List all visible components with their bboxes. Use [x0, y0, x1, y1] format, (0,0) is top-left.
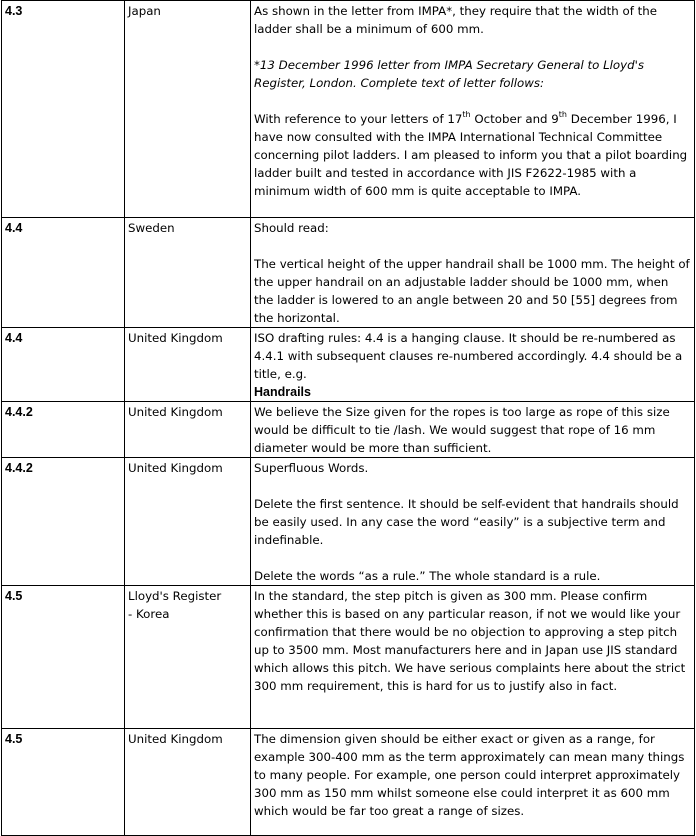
footnote-text: *13 December 1996 letter from IMPA Secretary General to Lloyd's Register, London. Complete text of letter follows:	[254, 58, 644, 90]
comment-text: ISO drafting rules: 4.4 is a hanging clause. It should be re-numbered as 4.4.1 with subsequent clauses re-numbered accordingly. 4.4 should be a title, e.g.	[254, 331, 683, 381]
clause-number: 4.4	[5, 331, 23, 345]
clause-number: 4.4.2	[5, 405, 33, 419]
clause-number: 4.4.2	[5, 461, 33, 475]
clause-number: 4.3	[5, 4, 23, 18]
comment-text: The dimension given should be either exact or given as a range, for example 300-400 mm as the term approximately can mean many things to many people. For example, one person could interpret approximately 300 mm as 150 mm whilst someone else could interpret it as 600 mm which would be far too great a range of sizes.	[254, 732, 685, 818]
clause-number: 4.4	[5, 221, 23, 235]
country-name: United Kingdom	[128, 461, 223, 475]
comment-text: Delete the first sentence. It should be self-evident that handrails should be easily used. In any case the word “easily” is a subjective term and indefinable.	[254, 497, 679, 547]
country-cell	[125, 729, 251, 836]
comment-text: Delete the words “as a rule.” The whole standard is a rule.	[254, 569, 601, 583]
table-row	[2, 586, 695, 729]
comment-text: Should read:	[254, 221, 329, 235]
suggested-title: Handrails	[254, 385, 311, 399]
comment-cell	[251, 458, 695, 586]
comment-text: In the standard, the step pitch is given as 300 mm. Please confirm whether this is based on any particular reason, if not we would like your confirmation that there would be no objection to approving a step pitch up to 3500 mm. Most manufacturers here and in Japan use JIS standard which allows this pitch. We have serious complaints here about the strict 300 mm requirement, this is hard for us to justify also in fact.	[254, 589, 686, 693]
country-name: United Kingdom	[128, 732, 223, 746]
table-row	[2, 729, 695, 836]
comment-cell	[251, 729, 695, 836]
country-cell	[125, 218, 251, 328]
clause-cell	[2, 586, 125, 729]
table-row	[2, 328, 695, 402]
country-cell	[125, 458, 251, 586]
comment-cell	[251, 218, 695, 328]
country-name: United Kingdom	[128, 331, 223, 345]
country-name: United Kingdom	[128, 405, 223, 419]
comment-cell	[251, 1, 695, 218]
comment-cell	[251, 586, 695, 729]
country-name: Japan	[128, 4, 161, 18]
country-cell	[125, 1, 251, 218]
comment-cell	[251, 328, 695, 402]
country-cell	[125, 586, 251, 729]
table-row	[2, 1, 695, 218]
comment-cell	[251, 402, 695, 458]
clause-cell	[2, 328, 125, 402]
country-cell	[125, 402, 251, 458]
table-row	[2, 458, 695, 586]
table-row	[2, 402, 695, 458]
clause-cell	[2, 402, 125, 458]
comments-table	[1, 0, 695, 836]
comment-text: Superfluous Words.	[254, 461, 369, 475]
table-row	[2, 218, 695, 328]
clause-number: 4.5	[5, 732, 23, 746]
clause-cell	[2, 729, 125, 836]
clause-cell	[2, 1, 125, 218]
clause-number: 4.5	[5, 589, 23, 603]
country-cell	[125, 328, 251, 402]
country-name: Sweden	[128, 221, 175, 235]
letter-text: With reference to your letters of 17th October and 9th December 1996, I have now consulted with the IMPA International Technical Committee concerning pilot ladders. I am pleased to inform you that a pilot boarding ladder built and tested in accordance with JIS F2622-1985 with a minimum width of 600 mm is quite acceptable to IMPA.	[254, 110, 688, 198]
comment-text: We believe the Size given for the ropes is too large as rope of this size would be difficult to tie /lash. We would suggest that rope of 16 mm diameter would be more than sufficient.	[254, 405, 670, 455]
comment-text: As shown in the letter from IMPA*, they require that the width of the ladder shall be a minimum of 600 mm.	[254, 4, 657, 36]
country-name: Lloyd's Register - Korea	[128, 589, 222, 621]
comment-text: The vertical height of the upper handrail shall be 1000 mm. The height of the upper handrail on an adjustable ladder should be 1000 mm, when the ladder is lowered to an angle between 20 and 50 [55] degrees from the horizontal.	[254, 257, 690, 325]
clause-cell	[2, 218, 125, 328]
clause-cell	[2, 458, 125, 586]
